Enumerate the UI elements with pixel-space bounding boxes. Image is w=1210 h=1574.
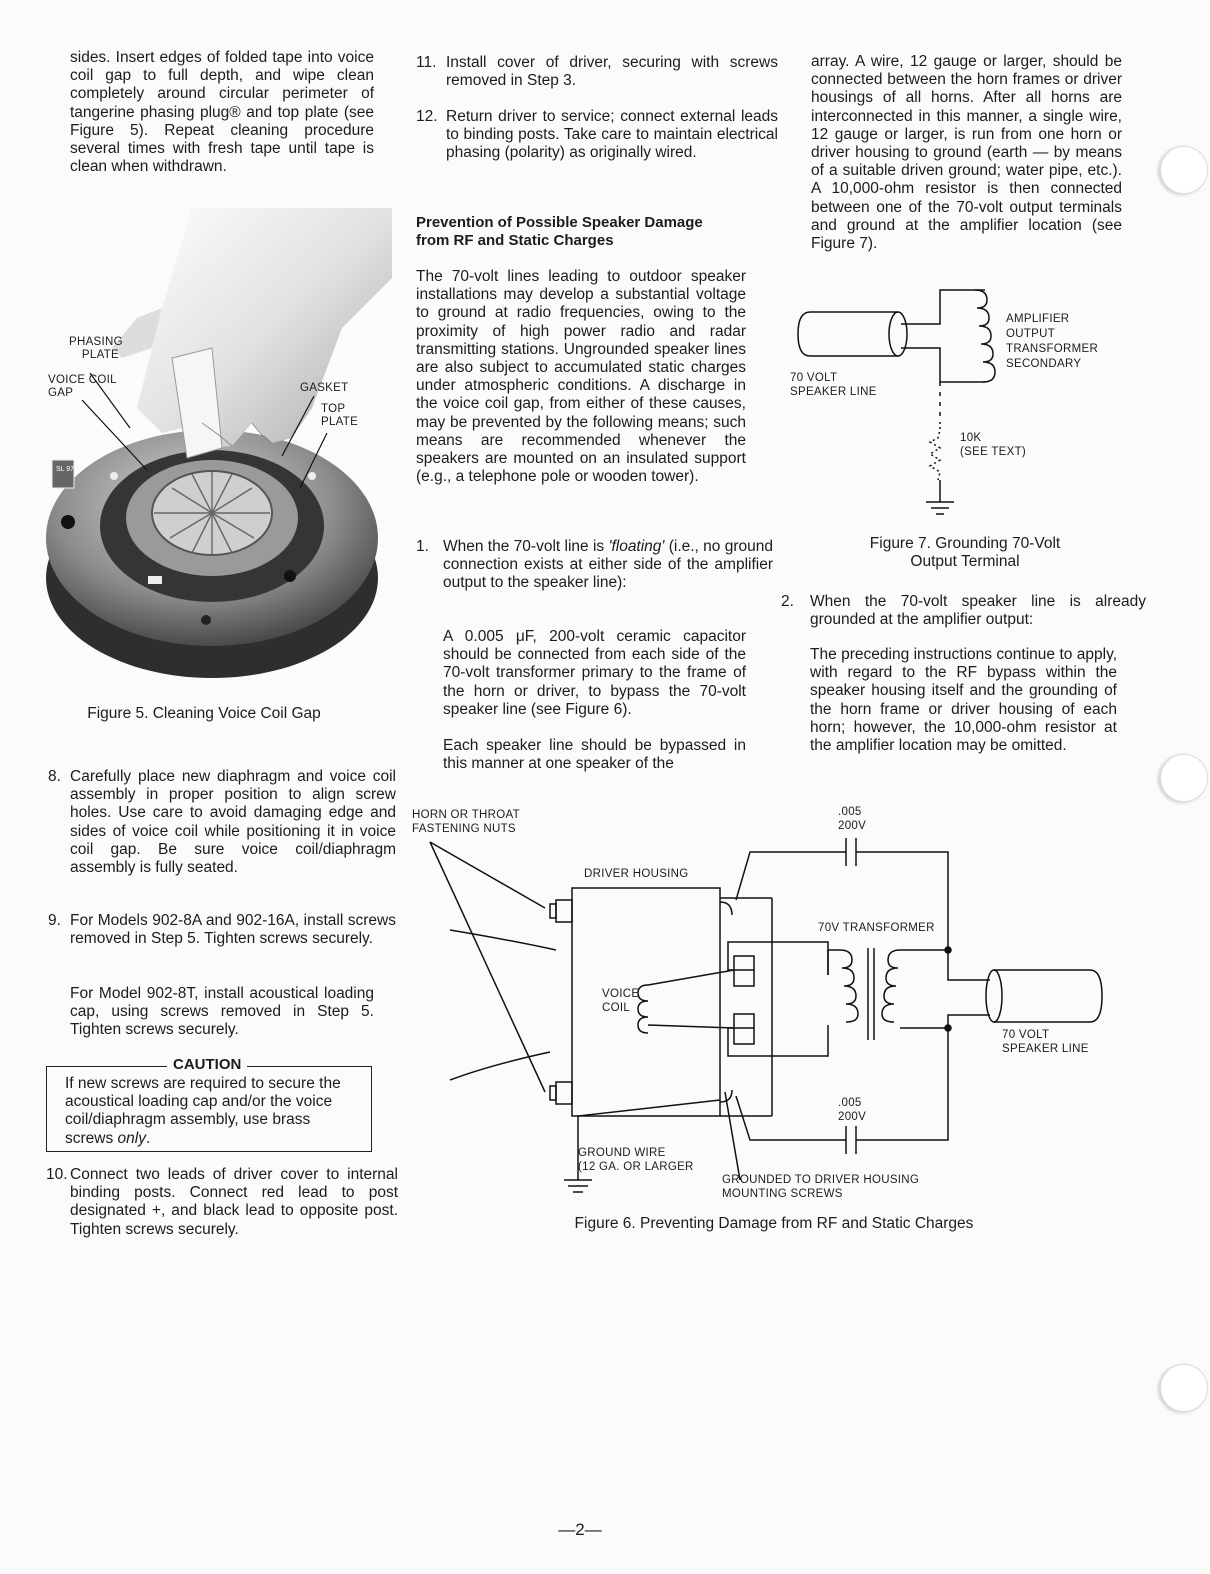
fig6-label-mounting-screws: GROUNDED TO DRIVER HOUSING MOUNTING SCREWS <box>722 1174 920 1200</box>
driver-housing <box>572 888 720 1116</box>
page-number: —2— <box>558 1520 602 1539</box>
fig7-label-speaker-line: 70 VOLT SPEAKER LINE <box>790 372 877 398</box>
label-gasket: GASKET <box>300 382 349 394</box>
photo-stamp <box>52 460 74 488</box>
label-top-plate: TOP PLATE <box>321 403 359 428</box>
step-9: 9. For Models 902-8A and 902-16A, install screws removed in Step 5. Tighten screws securely. <box>48 912 396 948</box>
fig6-label-transformer: 70V TRANSFORMER <box>818 922 935 934</box>
ground-paragraph: array. A wire, 12 gauge or larger, should be connected between the horn frames or driver housings of all horns. After all horns are interconnected in this manner, a single wire, 12 gauge or larger, is run from one horn or driver housing to ground (earth — by means of a suitable driven ground; water pipe, etc.). A 10,000-ohm resistor is then connected between one of the 70-volt output terminals and ground at the amplifier location (see Figure 7). <box>811 53 1122 253</box>
item-2: 2. When the 70-volt speaker line is already grounded at the amplifier output: <box>781 593 1146 629</box>
figure-5-photo <box>42 208 392 683</box>
fig6-label-nuts: HORN OR THROAT FASTENING NUTS <box>412 809 520 835</box>
binder-hole-tab <box>1160 754 1208 802</box>
item-2-paragraph: The preceding instructions continue to apply, with regard to the RF bypass within the speaker housing itself and the grounding of the horn frame or driver housing of each horn; however, the 10,000-ohm resistor at the amplifier location may be omitted. <box>810 646 1117 755</box>
fig7-label-resistor: 10K (SEE TEXT) <box>960 432 1027 458</box>
svg-text:SL 97: SL 97 <box>56 466 75 473</box>
binder-hole-tab <box>1160 146 1208 194</box>
binder-hole-tab <box>1160 1364 1208 1412</box>
cable-end-left <box>798 312 810 356</box>
rf-static-paragraph: The 70-volt lines leading to outdoor speaker installations may develop a substantial voltage to ground at radio frequencies, owing to the proximity of high power radio and radar transmitting stations. Ungrounded speaker lines are also subject to accumulated static charges under atmospheric conditions. A discharge in the voice coil gap, from either of these causes, may be prevented by the following means; such means are recommended whenever the speakers are mounted on an insulated support (e.g., a telephone pole or wooden tower). <box>416 268 746 486</box>
fig6-label-voice-coil: VOICE COIL <box>602 988 640 1014</box>
figure-6-diagram <box>410 830 1110 1210</box>
step-12: 12. Return driver to service; connect external leads to binding posts. Take care to maintain electrical phasing (polarity) as originally wired. <box>416 108 778 162</box>
transformer-primary <box>840 950 858 1022</box>
figure-5-caption: Figure 5. Cleaning Voice Coil Gap <box>87 705 321 722</box>
transformer-secondary <box>882 950 900 1022</box>
label-voice-coil-gap: VOICE COIL GAP <box>48 374 117 399</box>
driver-body-illustration <box>46 430 378 678</box>
secondary-coil <box>975 290 995 382</box>
fig7-label-amplifier: AMPLIFIER OUTPUT TRANSFORMER SECONDARY <box>1006 313 1099 370</box>
item-1-bypass: Each speaker line should be bypassed in this manner at one speaker of the <box>443 737 746 773</box>
step-10: 10. Connect two leads of driver cover to internal binding posts. Connect red lead to post designated +, and black lead to opposite post. Tighten screws securely. <box>46 1166 398 1238</box>
label-phasing-plate: PHASING PLATE <box>69 336 123 361</box>
fig6-label-cap-bottom: .005 200V <box>838 1097 867 1123</box>
intro-paragraph: sides. Insert edges of folded tape into voice coil gap to full depth, and wipe clean completely around circular perimeter of tangerine phasing plug® and top plate (see Figure 5). Repeat cleaning procedure several times with fresh tape until tape is clean when withdrawn. <box>70 49 374 176</box>
figure-6-caption: Figure 6. Preventing Damage from RF and Static Charges <box>574 1215 974 1232</box>
figure-7-caption: Figure 7. Grounding 70-Volt Output Terminal <box>869 535 1061 570</box>
voice-coil-symbol <box>638 985 648 1033</box>
fig6-label-speaker-line: 70 VOLT SPEAKER LINE <box>1002 1029 1089 1055</box>
fig6-label-ground-wire: GROUND WIRE (12 GA. OR LARGER <box>578 1147 694 1173</box>
step-8: 8. Carefully place new diaphragm and voice coil assembly in proper position to align screw holes. Use care to avoid damaging edge and sides of voice coil while positioning it in voice coil gap. Be sure voice coil/diaphragm assembly is fully seated. <box>48 768 396 877</box>
item-1: 1. When the 70-volt line is 'floating' (i.e., no ground connection exists at either side of the amplifier output to the speaker line): <box>416 538 773 592</box>
caution-title: CAUTION <box>167 1056 247 1074</box>
item-1-capacitor: A 0.005 μF, 200-volt ceramic capacitor should be connected from each side of the 70-volt transformer primary to the frame of the horn or driver, to bypass the 70-volt speaker line (see Figure 6). <box>443 628 746 718</box>
fig6-label-cap-top: .005 200V <box>838 806 867 832</box>
fig6-label-driver-housing: DRIVER HOUSING <box>584 868 689 880</box>
caution-box: CAUTION If new screws are required to secure the acoustical loading cap and/or the voice coil/diaphragm assembly, use brass screws only. <box>46 1066 372 1152</box>
step-9-model-8t: For Model 902-8T, install acoustical loading cap, using screws removed in Step 5. Tighten screws securely. <box>70 985 374 1039</box>
section-heading: Prevention of Possible Speaker Damage from RF and Static Charges <box>416 214 703 249</box>
step-11: 11. Install cover of driver, securing with screws removed in Step 3. <box>416 54 778 90</box>
resistor-10k <box>930 422 940 480</box>
